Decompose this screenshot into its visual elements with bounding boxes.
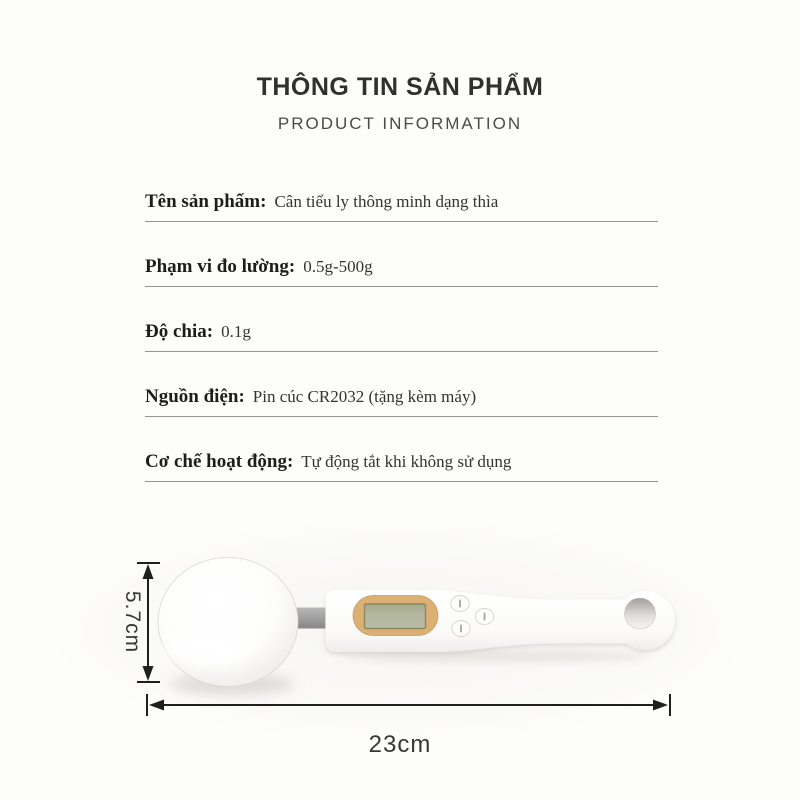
arrow-right-icon [653, 700, 668, 711]
page-subtitle: PRODUCT INFORMATION [277, 113, 523, 133]
button-engraving-icon [484, 613, 486, 621]
scale-button-3 [475, 609, 493, 625]
scale-button-1 [451, 596, 469, 612]
spec-label: Cơ chế hoạt động : [145, 451, 293, 473]
spec-label: Tên sản phẩm : [145, 191, 266, 213]
page-title: THÔNG TIN SẢN PHẨM [256, 73, 544, 101]
spec-value: Tự động tắt khi không sử dụng [301, 452, 512, 471]
height-dimension-label: 5.7cm [121, 590, 144, 654]
spec-label: Nguồn điện : [145, 386, 245, 408]
spoon-bowl [158, 558, 298, 687]
spec-label: Độ chia : [145, 321, 213, 343]
button-engraving-icon [459, 600, 461, 608]
lcd-screen [365, 604, 426, 629]
spec-value: Cân tiểu ly thông minh dạng thìa [274, 192, 499, 211]
button-engraving-icon [460, 625, 462, 633]
spec-value: 0.5g-500g [303, 257, 373, 276]
spec-value: Pin cúc CR2032 (tặng kèm máy) [252, 387, 477, 406]
scale-button-2 [452, 621, 470, 637]
spec-value: 0.1g [221, 322, 251, 341]
width-dimension-label: 23cm [368, 731, 432, 758]
spec-label: Phạm vi đo lường : [145, 256, 295, 278]
hanging-hole [625, 598, 656, 629]
